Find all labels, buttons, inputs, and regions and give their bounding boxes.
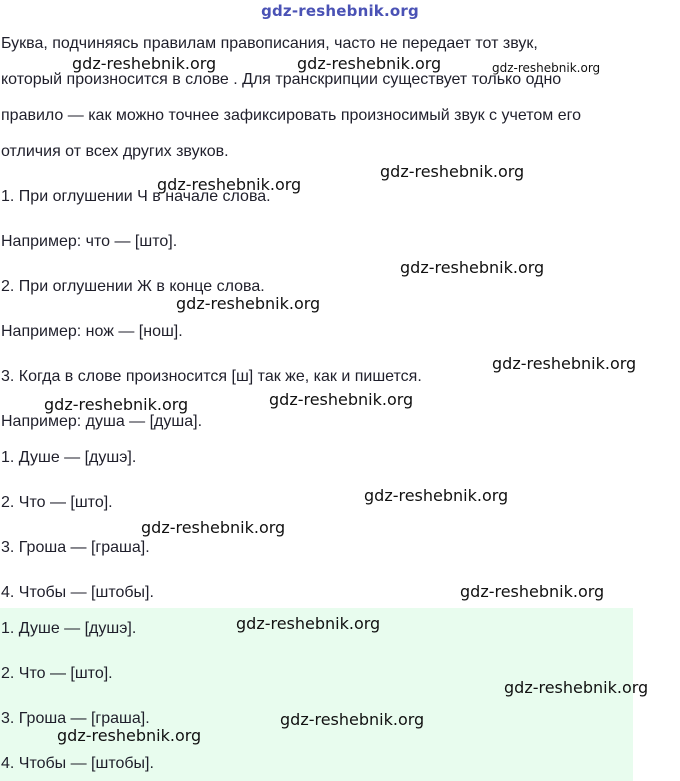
- answer-item: 1. Душе — [душэ].: [1, 620, 137, 637]
- watermark: gdz-reshebnik.org: [57, 726, 202, 745]
- list-item: 1. Душе — [душэ].: [1, 449, 137, 466]
- watermark: gdz-reshebnik.org: [280, 710, 425, 729]
- rule-text: 2. При оглушении Ж в конце слова.: [1, 278, 265, 295]
- rule-text: 3. Когда в слове произносится [ш] так же, как и пишется.: [1, 368, 422, 385]
- watermark: gdz-reshebnik.org: [157, 175, 302, 194]
- list-item: 2. Что — [што].: [1, 494, 113, 511]
- intro-line: отличия от всех других звуков.: [1, 143, 229, 160]
- watermark: gdz-reshebnik.org: [141, 518, 286, 537]
- answer-item: 3. Гроша — [граша].: [1, 710, 150, 727]
- watermark: gdz-reshebnik.org: [44, 395, 189, 414]
- watermark: gdz-reshebnik.org: [72, 54, 217, 73]
- intro-line: Буква, подчиняясь правилам правописания, часто не передает тот звук,: [1, 35, 538, 52]
- answer-item: 4. Чтобы — [штобы].: [1, 755, 154, 772]
- watermark: gdz-reshebnik.org: [460, 582, 605, 601]
- watermark: gdz-reshebnik.org: [269, 390, 414, 409]
- header-watermark: gdz-reshebnik.org: [261, 2, 419, 20]
- watermark: gdz-reshebnik.org: [364, 486, 509, 505]
- watermark: gdz-reshebnik.org: [492, 354, 637, 373]
- watermark: gdz-reshebnik.org: [400, 258, 545, 277]
- rule-text: 1. При оглушении Ч в начале слова.: [1, 188, 271, 205]
- watermark: gdz-reshebnik.org: [297, 54, 442, 73]
- intro-line: который произносится в слове . Для транскрипции существует только одно: [1, 71, 562, 88]
- rule-example: Например: душа — [душа].: [1, 413, 203, 430]
- watermark: gdz-reshebnik.org: [492, 61, 601, 75]
- list-item: 3. Гроша — [граша].: [1, 539, 150, 556]
- rule-example: Например: что — [што].: [1, 233, 178, 250]
- rule-example: Например: нож — [нош].: [1, 323, 183, 340]
- watermark: gdz-reshebnik.org: [504, 678, 649, 697]
- list-item: 4. Чтобы — [штобы].: [1, 584, 154, 601]
- watermark: gdz-reshebnik.org: [176, 294, 321, 313]
- watermark: gdz-reshebnik.org: [380, 162, 525, 181]
- watermark: gdz-reshebnik.org: [236, 614, 381, 633]
- answer-item: 2. Что — [што].: [1, 665, 113, 682]
- intro-line: правило — как можно точнее зафиксировать произносимый звук с учетом его: [1, 107, 581, 124]
